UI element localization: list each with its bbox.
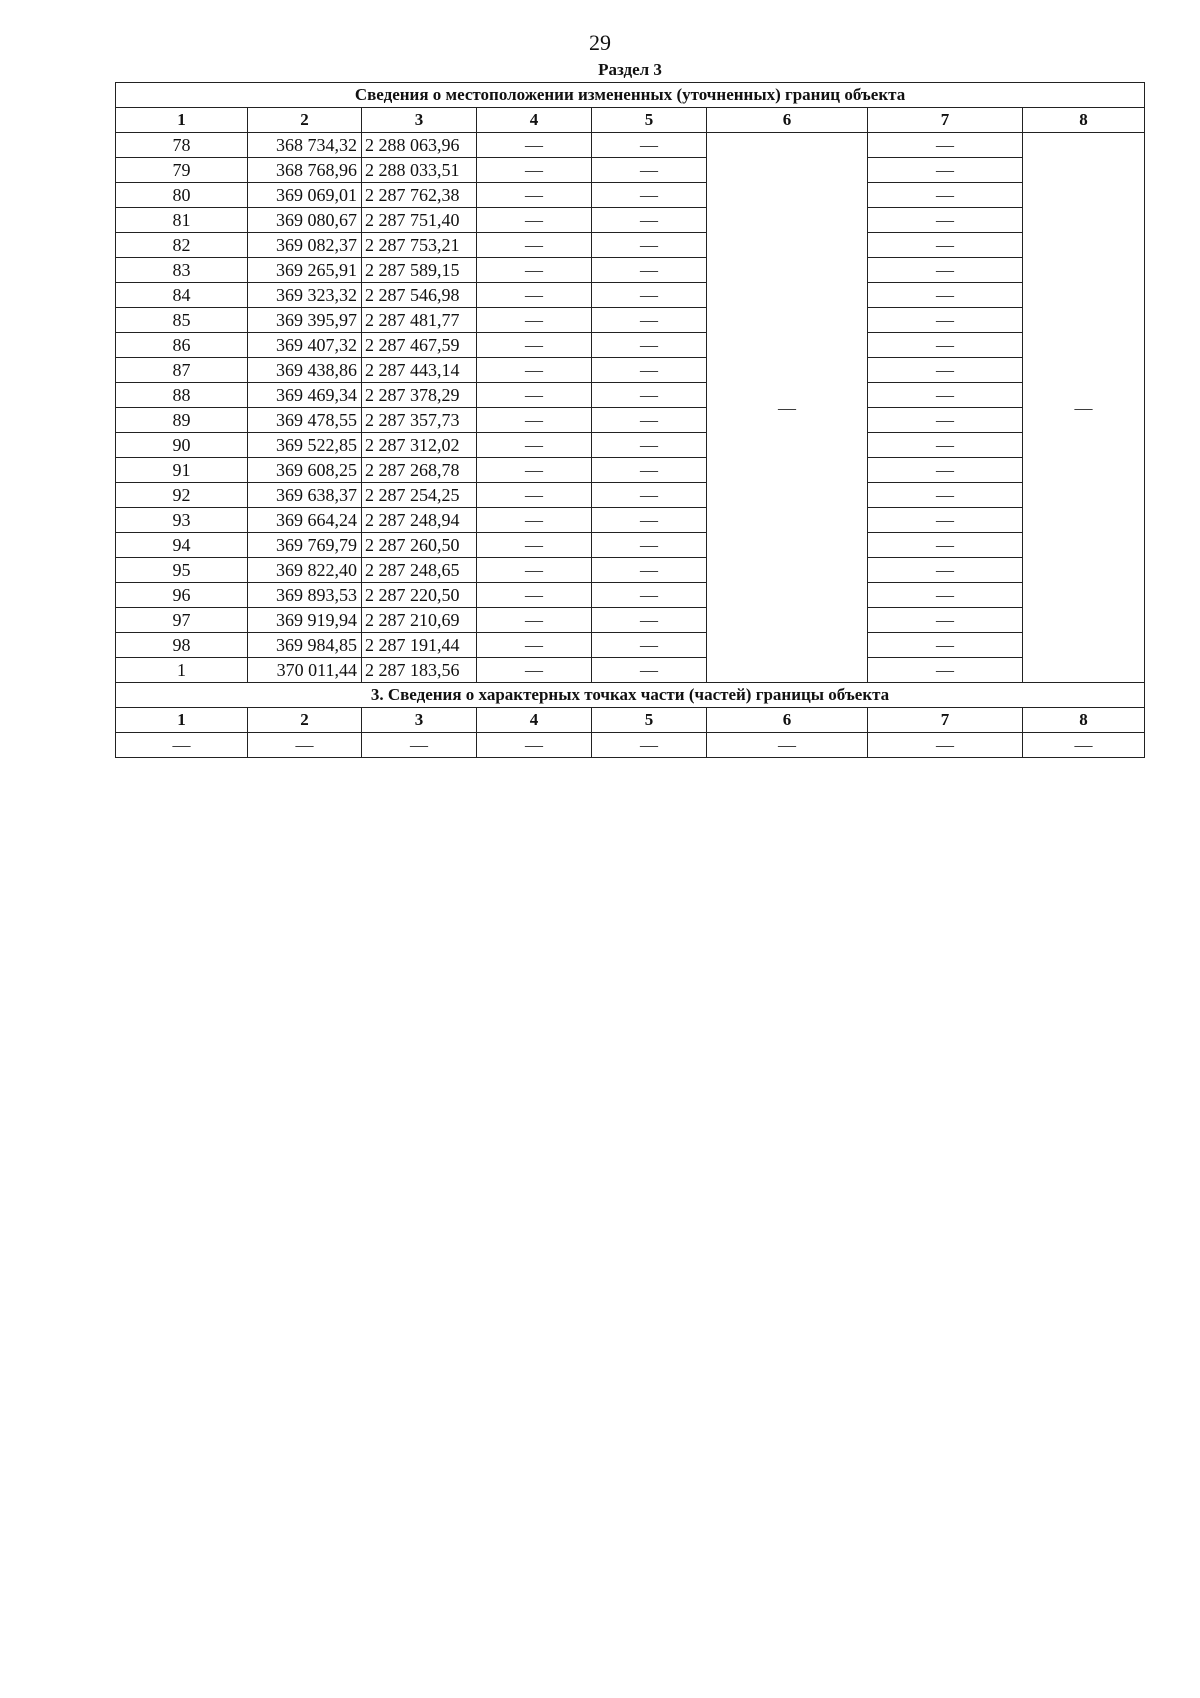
coordinate-y-cell: 2 287 546,98 (362, 283, 477, 308)
coordinate-y-cell: 2 287 751,40 (362, 208, 477, 233)
coordinate-y-cell: 2 287 183,56 (362, 658, 477, 683)
coordinate-x-cell: 369 769,79 (248, 533, 362, 558)
coordinate-x-cell: 369 664,24 (248, 508, 362, 533)
point-number-cell: 85 (116, 308, 248, 333)
col5-cell: — (592, 458, 707, 483)
table-row (116, 133, 1145, 158)
col7-cell: — (868, 583, 1023, 608)
col4-cell: — (477, 358, 592, 383)
col4-cell: — (477, 308, 592, 333)
table1-header-cell: 2 (248, 108, 362, 133)
table1-header-cell: 3 (362, 108, 477, 133)
col5-cell: — (592, 233, 707, 258)
table-row (116, 583, 1145, 608)
col5-cell: — (592, 633, 707, 658)
col7-cell: — (868, 533, 1023, 558)
table2-cell: — (248, 733, 362, 758)
page-number: 29 (589, 30, 611, 55)
coordinate-y-cell: 2 287 589,15 (362, 258, 477, 283)
point-number-cell: 82 (116, 233, 248, 258)
coordinate-y-cell: 2 287 753,21 (362, 233, 477, 258)
point-number-cell: 1 (116, 658, 248, 683)
point-number-cell: 91 (116, 458, 248, 483)
coordinate-y-cell: 2 288 033,51 (362, 158, 477, 183)
col7-cell: — (868, 483, 1023, 508)
point-number-cell: 96 (116, 583, 248, 608)
point-number-cell: 78 (116, 133, 248, 158)
coordinate-x-cell: 369 469,34 (248, 383, 362, 408)
coordinate-x-cell: 369 082,37 (248, 233, 362, 258)
table1-title: Сведения о местоположении измененных (уточненных) границ объекта (116, 83, 1145, 108)
coordinate-x-cell: 369 407,32 (248, 333, 362, 358)
coordinate-x-cell: 369 478,55 (248, 408, 362, 433)
col7-cell: — (868, 183, 1023, 208)
col4-cell: — (477, 408, 592, 433)
col7-cell: — (868, 133, 1023, 158)
col7-cell: — (868, 233, 1023, 258)
point-number-cell: 92 (116, 483, 248, 508)
col7-cell: — (868, 158, 1023, 183)
point-number-cell: 83 (116, 258, 248, 283)
table2-header-cell: 3 (362, 708, 477, 733)
col7-cell: — (868, 658, 1023, 683)
table-row (116, 408, 1145, 433)
col5-cell: — (592, 208, 707, 233)
table-row (116, 258, 1145, 283)
coordinate-x-cell: 368 768,96 (248, 158, 362, 183)
col5-cell: — (592, 183, 707, 208)
table1-title-row (116, 83, 1145, 108)
point-number-cell: 97 (116, 608, 248, 633)
table2-header-cell: 5 (592, 708, 707, 733)
coordinate-x-cell: 368 734,32 (248, 133, 362, 158)
table-row (116, 533, 1145, 558)
col7-cell: — (868, 558, 1023, 583)
table-row (116, 458, 1145, 483)
table2-cell: — (116, 733, 248, 758)
table2-title-row (116, 683, 1145, 708)
coordinate-y-cell: 2 287 443,14 (362, 358, 477, 383)
col5-cell: — (592, 408, 707, 433)
point-number-cell: 81 (116, 208, 248, 233)
col4-cell: — (477, 383, 592, 408)
col7-cell: — (868, 433, 1023, 458)
point-number-cell: 88 (116, 383, 248, 408)
col4-cell: — (477, 183, 592, 208)
section-title: Раздел 3 (598, 60, 662, 79)
coordinate-x-cell: 369 069,01 (248, 183, 362, 208)
merged-col6-cell: — (707, 133, 868, 683)
table-row (116, 383, 1145, 408)
table1-header-cell: 8 (1023, 108, 1145, 133)
col4-cell: — (477, 258, 592, 283)
table-row (116, 233, 1145, 258)
table-row (116, 508, 1145, 533)
table1-header-row (116, 108, 1145, 133)
point-number-cell: 79 (116, 158, 248, 183)
col7-cell: — (868, 258, 1023, 283)
col4-cell: — (477, 283, 592, 308)
col4-cell: — (477, 483, 592, 508)
col7-cell: — (868, 383, 1023, 408)
table2-header-cell: 8 (1023, 708, 1145, 733)
table-row (116, 308, 1145, 333)
col4-cell: — (477, 208, 592, 233)
col4-cell: — (477, 608, 592, 633)
table1-header-cell: 1 (116, 108, 248, 133)
coordinate-y-cell: 2 287 481,77 (362, 308, 477, 333)
col4-cell: — (477, 433, 592, 458)
col5-cell: — (592, 658, 707, 683)
coordinate-x-cell: 369 395,97 (248, 308, 362, 333)
col5-cell: — (592, 558, 707, 583)
table-row (116, 283, 1145, 308)
coordinate-x-cell: 369 323,32 (248, 283, 362, 308)
point-number-cell: 89 (116, 408, 248, 433)
coordinate-y-cell: 2 287 191,44 (362, 633, 477, 658)
table2-header-cell: 1 (116, 708, 248, 733)
col5-cell: — (592, 308, 707, 333)
point-number-cell: 95 (116, 558, 248, 583)
table2-cell: — (362, 733, 477, 758)
coordinate-x-cell: 369 919,94 (248, 608, 362, 633)
coordinate-x-cell: 369 265,91 (248, 258, 362, 283)
col7-cell: — (868, 208, 1023, 233)
col7-cell: — (868, 358, 1023, 383)
col4-cell: — (477, 158, 592, 183)
coordinate-y-cell: 2 287 248,65 (362, 558, 477, 583)
boundary-table (115, 82, 1145, 758)
coordinate-y-cell: 2 287 220,50 (362, 583, 477, 608)
col5-cell: — (592, 258, 707, 283)
table1-header-cell: 5 (592, 108, 707, 133)
coordinate-x-cell: 369 608,25 (248, 458, 362, 483)
coordinate-y-cell: 2 287 378,29 (362, 383, 477, 408)
table2-header-cell: 4 (477, 708, 592, 733)
col5-cell: — (592, 508, 707, 533)
coordinate-x-cell: 369 638,37 (248, 483, 362, 508)
col7-cell: — (868, 408, 1023, 433)
col7-cell: — (868, 333, 1023, 358)
col5-cell: — (592, 383, 707, 408)
col4-cell: — (477, 533, 592, 558)
col5-cell: — (592, 333, 707, 358)
table-row (116, 558, 1145, 583)
table-row (116, 158, 1145, 183)
point-number-cell: 84 (116, 283, 248, 308)
table2-cell: — (477, 733, 592, 758)
coordinate-y-cell: 2 288 063,96 (362, 133, 477, 158)
point-number-cell: 90 (116, 433, 248, 458)
table2-cell: — (592, 733, 707, 758)
coordinate-y-cell: 2 287 268,78 (362, 458, 477, 483)
table-row (116, 633, 1145, 658)
col5-cell: — (592, 133, 707, 158)
col5-cell: — (592, 283, 707, 308)
point-number-cell: 86 (116, 333, 248, 358)
coordinate-x-cell: 369 984,85 (248, 633, 362, 658)
col7-cell: — (868, 633, 1023, 658)
coordinate-x-cell: 369 822,40 (248, 558, 362, 583)
coordinate-x-cell: 369 522,85 (248, 433, 362, 458)
col5-cell: — (592, 608, 707, 633)
table2-title: 3. Сведения о характерных точках части (частей) границы объекта (116, 683, 1145, 708)
table1-header-cell: 6 (707, 108, 868, 133)
coordinate-y-cell: 2 287 260,50 (362, 533, 477, 558)
col4-cell: — (477, 508, 592, 533)
coordinate-x-cell: 370 011,44 (248, 658, 362, 683)
coordinate-x-cell: 369 438,86 (248, 358, 362, 383)
col5-cell: — (592, 158, 707, 183)
col4-cell: — (477, 658, 592, 683)
table2-cell: — (1023, 733, 1145, 758)
col4-cell: — (477, 333, 592, 358)
table-row (116, 183, 1145, 208)
col5-cell: — (592, 358, 707, 383)
col4-cell: — (477, 633, 592, 658)
table2-header-cell: 2 (248, 708, 362, 733)
table-row (116, 608, 1145, 633)
col4-cell: — (477, 233, 592, 258)
table1-header-cell: 4 (477, 108, 592, 133)
col7-cell: — (868, 458, 1023, 483)
table-row (116, 333, 1145, 358)
point-number-cell: 98 (116, 633, 248, 658)
col4-cell: — (477, 458, 592, 483)
coordinate-y-cell: 2 287 210,69 (362, 608, 477, 633)
col5-cell: — (592, 483, 707, 508)
coordinate-x-cell: 369 893,53 (248, 583, 362, 608)
coordinate-y-cell: 2 287 762,38 (362, 183, 477, 208)
merged-col8-cell: — (1023, 133, 1145, 683)
col7-cell: — (868, 283, 1023, 308)
coordinate-y-cell: 2 287 312,02 (362, 433, 477, 458)
col4-cell: — (477, 133, 592, 158)
coordinate-x-cell: 369 080,67 (248, 208, 362, 233)
point-number-cell: 80 (116, 183, 248, 208)
table-row (116, 433, 1145, 458)
coordinate-y-cell: 2 287 254,25 (362, 483, 477, 508)
col7-cell: — (868, 608, 1023, 633)
table1-header-cell: 7 (868, 108, 1023, 133)
table-row (116, 658, 1145, 683)
col5-cell: — (592, 433, 707, 458)
table-row (116, 733, 1145, 758)
point-number-cell: 87 (116, 358, 248, 383)
point-number-cell: 94 (116, 533, 248, 558)
col7-cell: — (868, 508, 1023, 533)
point-number-cell: 93 (116, 508, 248, 533)
col7-cell: — (868, 308, 1023, 333)
table2-cell: — (868, 733, 1023, 758)
coordinate-y-cell: 2 287 357,73 (362, 408, 477, 433)
table-row (116, 208, 1145, 233)
table2-header-cell: 6 (707, 708, 868, 733)
table-row (116, 358, 1145, 383)
table-row (116, 483, 1145, 508)
coordinate-y-cell: 2 287 248,94 (362, 508, 477, 533)
table2-cell: — (707, 733, 868, 758)
coordinate-y-cell: 2 287 467,59 (362, 333, 477, 358)
col5-cell: — (592, 583, 707, 608)
table2-header-cell: 7 (868, 708, 1023, 733)
col4-cell: — (477, 558, 592, 583)
col5-cell: — (592, 533, 707, 558)
table2-header-row (116, 708, 1145, 733)
col4-cell: — (477, 583, 592, 608)
